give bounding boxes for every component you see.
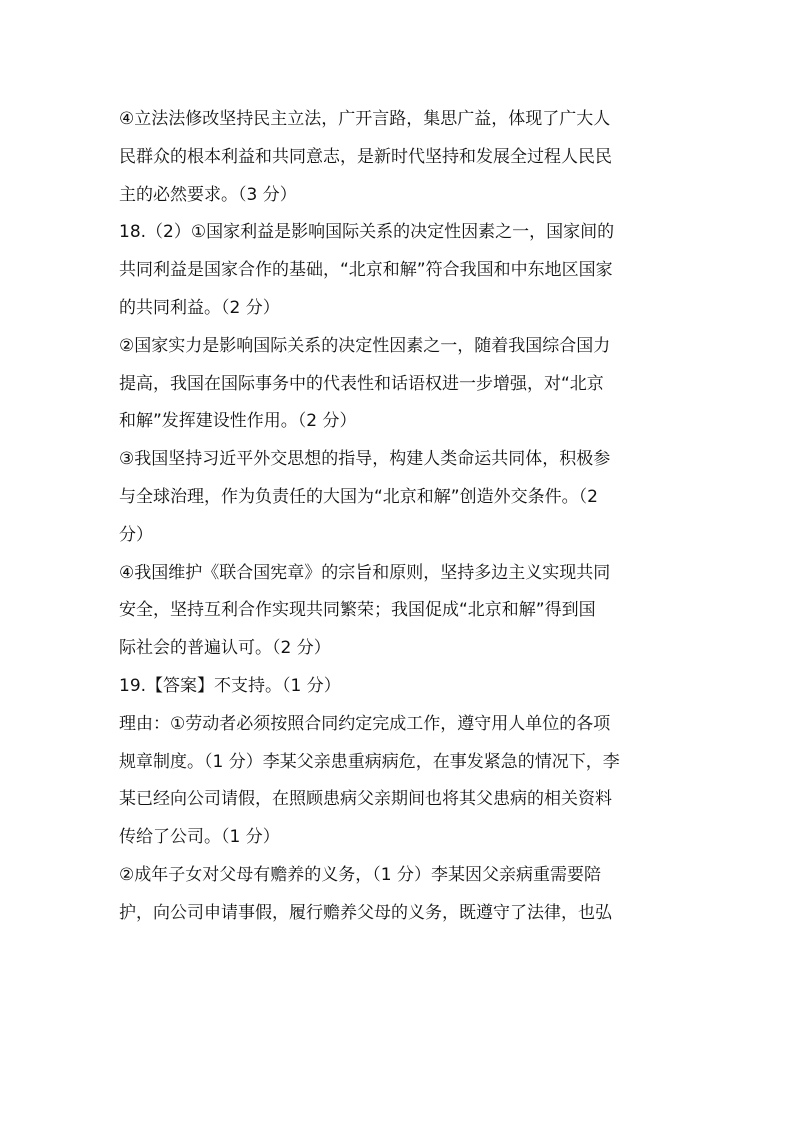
paragraph-q19-answer — [119, 668, 679, 706]
paragraph-q18-2-item-4 — [119, 555, 679, 668]
text-line: ④我国维护《联合国宪章》的宗旨和原则，坚持多边主义实现共同 — [119, 562, 611, 583]
paragraph-q19-reason-1 — [119, 706, 679, 857]
text-line: 际社会的普遍认可。（2 分） — [119, 638, 331, 659]
text-line: 和解”发挥建设性作用。（2 分） — [119, 411, 357, 432]
paragraph-q19-reason-2 — [119, 857, 679, 933]
text-line: 共同利益是国家合作的基础，“北京和解”符合我国和中东地区国家 — [119, 260, 613, 281]
text-line: 主的必然要求。（3 分） — [119, 184, 297, 205]
text-line: ②成年子女对父母有赡养的义务，（1 分）李某因父亲病重需要陪 — [119, 864, 601, 885]
paragraph-q18-2-item-1 — [119, 214, 679, 327]
text-line: 与全球治理，作为负责任的大国为“北京和解”创造外交条件。（2 — [119, 486, 598, 507]
text-line: 传给了公司。（1 分） — [119, 827, 280, 848]
text-line: 某已经向公司请假，在照顾患病父亲期间也将其父患病的相关资料 — [119, 789, 612, 810]
text-line: 护，向公司申请事假，履行赡养父母的义务，既遵守了法律，也弘 — [119, 902, 612, 923]
paragraph-q18-2-item-3 — [119, 441, 679, 554]
text-line: 理由：①劳动者必须按照合同约定完成工作，遵守用人单位的各项 — [119, 713, 611, 734]
text-line: 安全，坚持互利合作实现共同繁荣；我国促成“北京和解”得到国 — [119, 600, 596, 621]
text-line: 18.（2）①国家利益是影响国际关系的决定性因素之一，国家间的 — [119, 222, 615, 243]
text-line: ②国家实力是影响国际关系的决定性因素之一，随着我国综合国力 — [119, 335, 611, 356]
text-line: 19.【答案】不支持。（1 分） — [119, 675, 341, 696]
text-line: ③我国坚持习近平外交思想的指导，构建人类命运共同体，积极参 — [119, 449, 611, 470]
text-line: 的共同利益。（2 分） — [119, 297, 280, 318]
text-line: 民群众的根本利益和共同意志，是新时代坚持和发展全过程人民民 — [119, 146, 612, 167]
text-line: ④立法法修改坚持民主立法，广开言路，集思广益，体现了广大人 — [119, 109, 611, 129]
text-line: 提高，我国在国际事务中的代表性和话语权进一步增强，对“北京 — [119, 373, 604, 394]
paragraph-q18-2-item-2 — [119, 328, 679, 441]
text-line: 分） — [119, 524, 153, 545]
text-line: 规章制度。（1 分）李某父亲患重病病危，在事发紧急的情况下，李 — [119, 751, 620, 772]
paragraph-item-4-legislation — [119, 101, 679, 214]
answer-text-body — [119, 101, 679, 933]
